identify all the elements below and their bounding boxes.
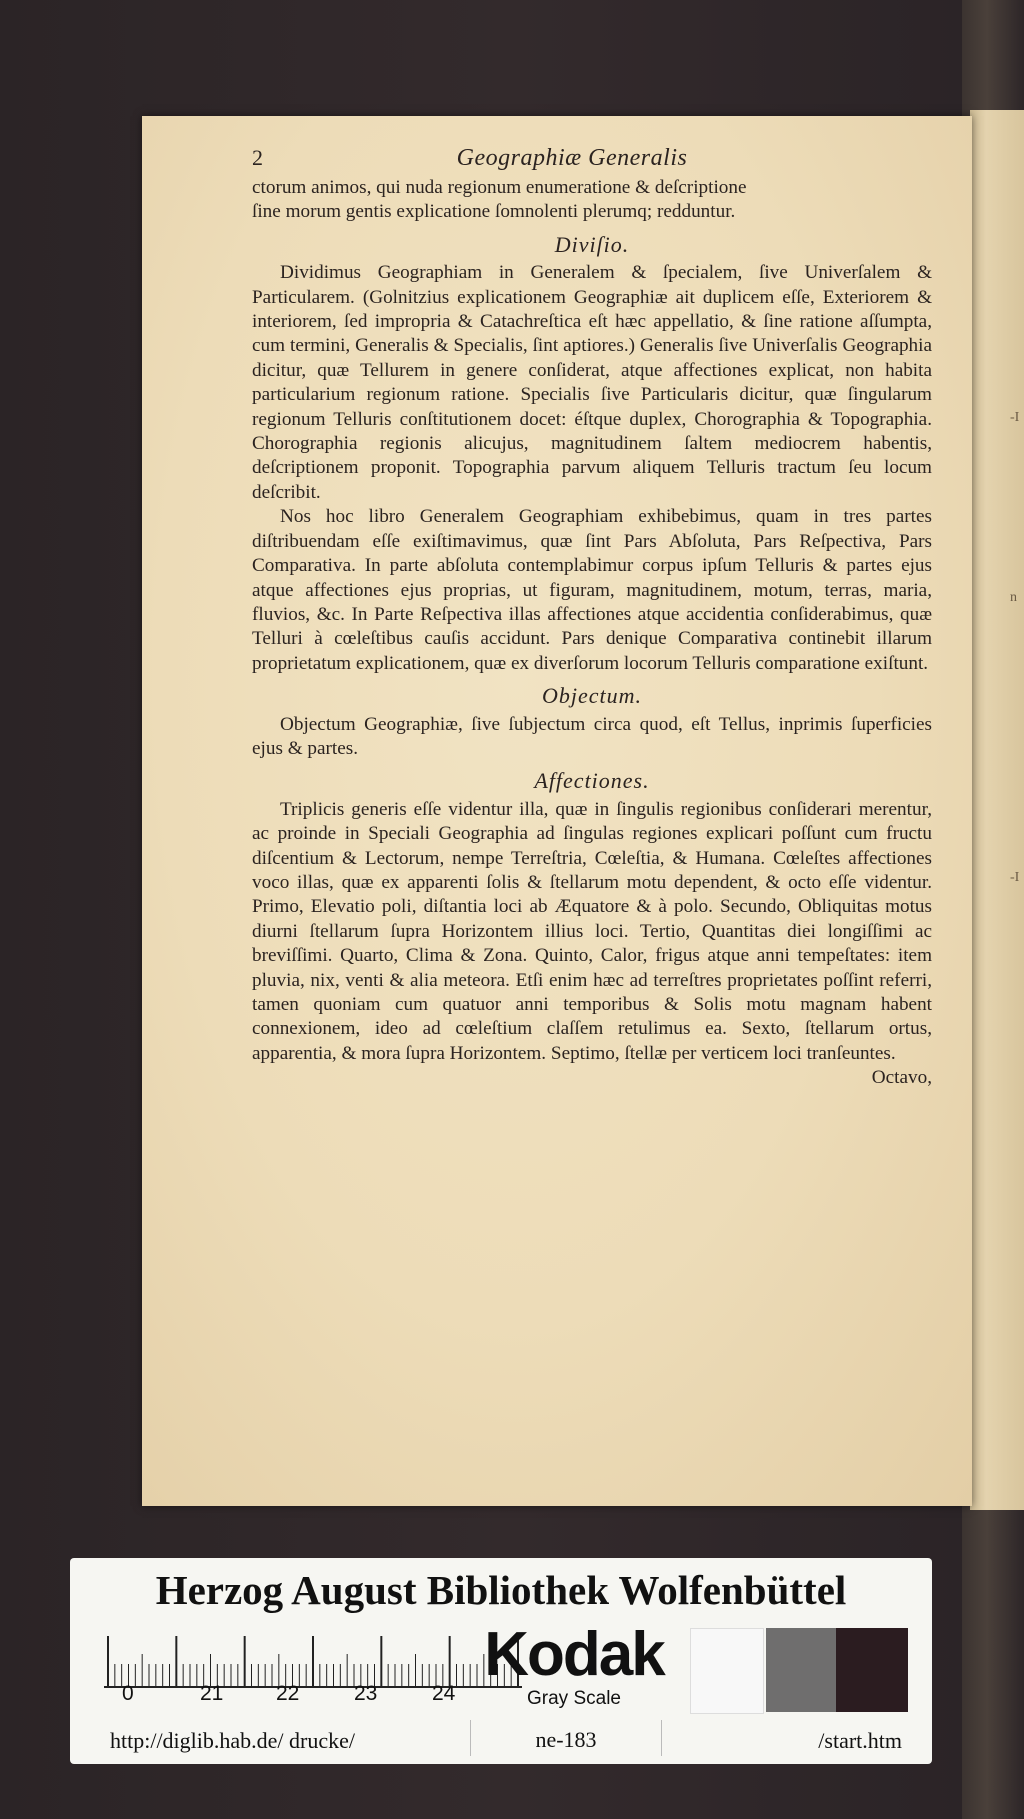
paragraph: Dividimus Geographiam in Generalem & ſpecialem, ſive Univerſalem & Particularem. (Golnitzius explicationem Geographiæ ait duplicem eſſe, Exteriorem & interiorem, ſed impropria & Catachreſtica eſt hæc appellatio, & ſine ratione aſſumpta, cum termini, Generalis & Specialis, ſint aptiores.) Generalis ſive Univerſalis Geographia dicitur, quæ Tellurem in genere conſiderat, atque affectiones explicat, non habita particularium regionum ratione. Specialis ſive Particularis dicitur, quæ ſingularum regionum Telluris conſtitutionem docet: éſtque duplex, Chorographia & Topographia. Chorographia regionis alicujus, magnitudinem ſaltem mediocrem habentis, deſcriptionem proponit. Topographia parvum aliquem Telluris tractum ſeu locum deſcribit. xyxy=(252,262,932,503)
facing-page-fragment: n xyxy=(1010,590,1017,605)
intro-line: ctorum animos, qui nuda regionum enumeratione & deſcriptione xyxy=(252,177,747,198)
ruler-label: 0 xyxy=(122,1682,134,1705)
gray-patch-dark xyxy=(836,1628,908,1712)
paragraph: Objectum Geographiæ, ſive ſubjectum circa quod, eſt Tellus, inprimis ſuperficies ejus & partes. xyxy=(252,713,932,759)
gray-patch-white xyxy=(690,1628,764,1714)
intro-line: ſine morum gentis explicatione ſomnolenti plerumq; redduntur. xyxy=(252,201,736,223)
section-heading-affectiones: Affectiones. xyxy=(534,768,650,794)
paragraph: Nos hoc libro Generalem Geographiam exhibebimus, quam in tres partes diſtribuendam eſſe exiſtimavimus, quæ ſint Pars Abſoluta, Pars Reſpectiva, Pars Comparativa. In parte abſoluta contemplabimur corpus ipſum Telluris & partes ejus atque affectiones ejus proprias, ut figuram, magnitudinem, motum, terras, maria, fluvios, &c. In Parte Reſpectiva illas affectiones atque accidentia conſiderabimus, quæ Telluri à cœleſtibus cauſis accidunt. Pars denique Comparativa continebit illarum proprietatum explicationem, quæ ex diverſorum locorum Telluris comparatione exiſtunt. xyxy=(252,506,932,674)
facing-page-fragment: -I xyxy=(1010,870,1020,885)
ruler-label: 22 xyxy=(276,1682,300,1705)
section-heading-objectum: Objectum. xyxy=(541,683,643,709)
book-page xyxy=(142,116,972,1506)
page-text xyxy=(252,146,932,1091)
ruler-ticks xyxy=(104,1626,522,1686)
url-right: /start.htm xyxy=(818,1728,902,1753)
facing-page-sliver xyxy=(970,110,1024,1510)
paragraph: Triplicis generis eſſe videntur illa, quæ in ſingulis regionibus conſiderari merentur, ac proinde in Speciali Geographia ad ſingulas regiones explicari poſſunt cum fructu diſcentium & Lectorum, nempe Terreſtria, Cœleſtia, & Humana. Cœleſtes affectiones voco illas, quæ ex apparenti ſolis & ſtellarum motu dependent, & octo eſſe videntur. Primo, Elevatio poli, diſtantia loci ab Æquatore & à polo. Secundo, Obliquitas motus diurni ſtellarum ſupra Horizontem illius loci. Tertio, Quantitas diei longiſſimi ac breviſſimi. Quarto, Clima & Zona. Quinto, Calor, frigus atque anni tempeſtates: item pluvia, nix, venti & alia meteora. Etſi enim hæc ad terreſtres proprietates poſſint referri, tamen quoniam cum quatuor anni temporibus & Solis motu magnam habent connexionem, ideo ad cœleſtium claſſem retulimus ea. Sexto, ſtellarum ortus, apparentia, & mora ſupra Horizontem. Septimo, ſtellæ per verticem loci tranſeuntes. xyxy=(252,798,932,1064)
ruler-label: 23 xyxy=(354,1682,378,1705)
catchword: Octavo, xyxy=(871,1067,932,1089)
library-title: Herzog August Bibliothek Wolfenbüttel xyxy=(155,1567,847,1613)
gray-patch-mid xyxy=(766,1628,838,1712)
section-heading-divisio: Diviſio. xyxy=(554,231,630,257)
url-mid: ne-183 xyxy=(470,1720,662,1756)
measurement-ruler xyxy=(104,1626,522,1688)
url-left: http://diglib.hab.de/ drucke/ xyxy=(110,1728,356,1753)
color-calibration-target xyxy=(70,1558,932,1764)
ruler-label: 24 xyxy=(432,1682,456,1705)
kodak-logo: Kodak xyxy=(484,1620,664,1689)
page-number: 2 xyxy=(252,145,263,170)
running-title: Geographiæ Generalis xyxy=(456,145,688,171)
gray-scale-label: Gray Scale xyxy=(527,1688,621,1709)
facing-page-fragment: -I xyxy=(1010,410,1020,425)
page-header xyxy=(252,146,932,176)
ruler-label: 21 xyxy=(200,1682,224,1705)
ruler-labels xyxy=(104,1682,522,1708)
